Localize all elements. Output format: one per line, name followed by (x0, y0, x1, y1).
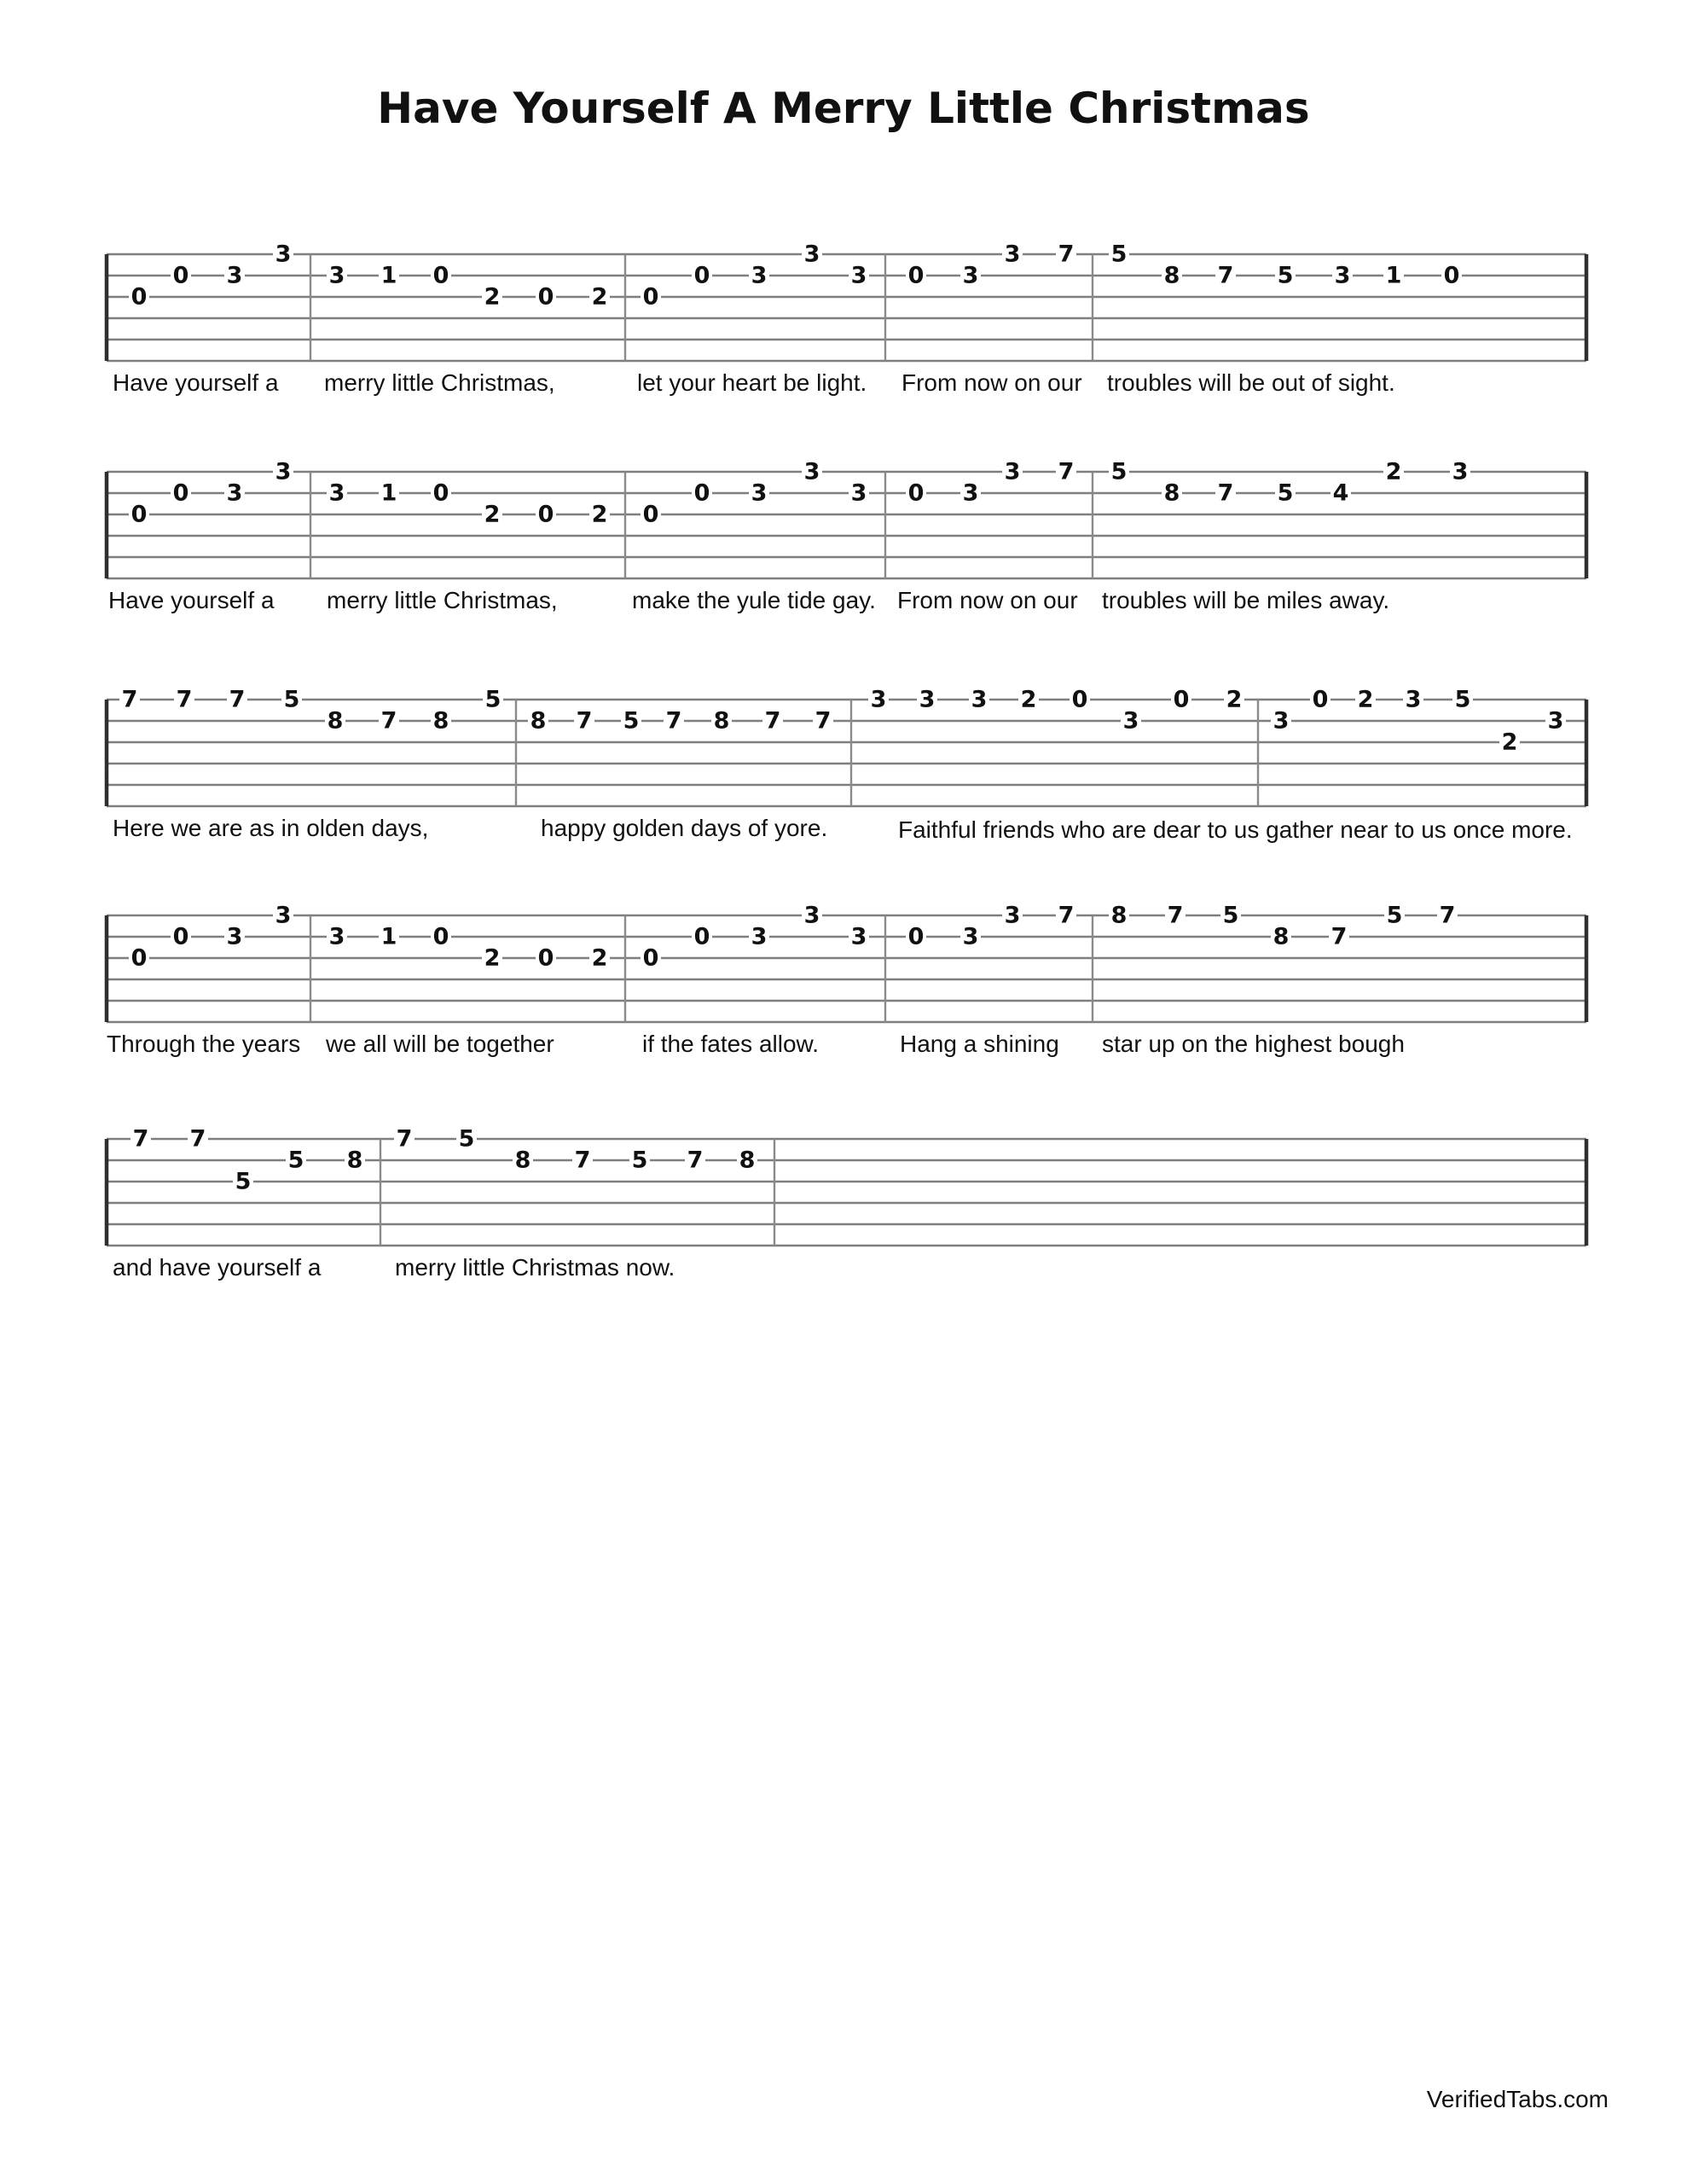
tab-staff (0, 892, 1687, 1028)
lyric-text: merry little Christmas, (327, 587, 558, 613)
fret-number: 3 (751, 923, 768, 950)
fret-number: 0 (693, 923, 710, 950)
fret-number: 3 (962, 262, 979, 289)
fret-number: 3 (1004, 902, 1021, 929)
fret-number: 4 (1332, 479, 1349, 507)
lyric-text: merry little Christmas now. (395, 1254, 675, 1281)
lyric-text: merry little Christmas, (324, 369, 555, 396)
fret-number: 3 (850, 479, 867, 507)
fret-number: 8 (327, 707, 344, 735)
fret-number: 3 (275, 902, 292, 929)
fret-number: 0 (537, 501, 554, 528)
fret-number: 5 (1110, 458, 1128, 485)
fret-number: 7 (576, 707, 593, 735)
fret-number: 2 (484, 944, 501, 972)
fret-number: 0 (172, 923, 189, 950)
fret-number: 0 (432, 262, 449, 289)
fret-number: 0 (130, 501, 148, 528)
fret-number: 0 (537, 944, 554, 972)
fret-number: 7 (574, 1147, 591, 1174)
fret-number: 2 (1020, 686, 1037, 713)
fret-number: 5 (1386, 902, 1403, 929)
fret-number: 3 (328, 923, 345, 950)
fret-number: 5 (458, 1125, 475, 1153)
fret-number: 7 (189, 1125, 206, 1153)
fret-number: 0 (642, 501, 659, 528)
fret-number: 8 (713, 707, 730, 735)
fret-number: 3 (226, 262, 243, 289)
fret-number: 7 (665, 707, 682, 735)
fret-number: 0 (537, 283, 554, 311)
fret-number: 7 (764, 707, 781, 735)
fret-number: 3 (328, 479, 345, 507)
fret-number: 3 (1004, 458, 1021, 485)
fret-number: 8 (1163, 479, 1180, 507)
fret-number: 3 (275, 241, 292, 268)
fret-number: 0 (693, 479, 710, 507)
fret-number: 3 (803, 902, 820, 929)
fret-number: 3 (1547, 707, 1564, 735)
fret-number: 5 (235, 1168, 252, 1195)
fret-number: 5 (283, 686, 300, 713)
lyric-text: Have yourself a (113, 369, 279, 396)
fret-number: 3 (1272, 707, 1290, 735)
fret-number: 7 (176, 686, 193, 713)
fret-number: 0 (172, 479, 189, 507)
fret-number: 0 (1071, 686, 1088, 713)
fret-number: 7 (1167, 902, 1184, 929)
tab-staff (0, 1115, 1687, 1252)
fret-number: 0 (642, 944, 659, 972)
lyric-line: Faithful friends who are dear to us gather near to us once more. (898, 816, 1573, 843)
fret-number: 3 (803, 458, 820, 485)
lyric-text: From now on our (901, 369, 1082, 396)
fret-number: 3 (962, 923, 979, 950)
fret-number: 8 (346, 1147, 363, 1174)
fret-number: 8 (1110, 902, 1128, 929)
fret-number: 7 (1058, 902, 1075, 929)
fret-number: 5 (631, 1147, 648, 1174)
lyric-text: we all will be together (326, 1031, 554, 1057)
fret-number: 0 (907, 479, 925, 507)
tab-system-2 (0, 448, 1687, 653)
fret-number: 2 (591, 944, 608, 972)
fret-number: 3 (751, 479, 768, 507)
fret-number: 1 (380, 262, 397, 289)
fret-number: 3 (850, 262, 867, 289)
fret-number: 7 (121, 686, 138, 713)
lyric-text: Hang a shining (900, 1031, 1059, 1057)
fret-number: 5 (1277, 479, 1294, 507)
fret-number: 0 (907, 262, 925, 289)
fret-number: 3 (962, 479, 979, 507)
fret-number: 3 (226, 479, 243, 507)
fret-number: 3 (919, 686, 936, 713)
lyric-text: let your heart be light. (637, 369, 867, 396)
fret-number: 2 (1385, 458, 1402, 485)
fret-number: 3 (1405, 686, 1422, 713)
fret-number: 3 (1334, 262, 1351, 289)
fret-number: 7 (396, 1125, 413, 1153)
fret-number: 5 (1454, 686, 1471, 713)
fret-number: 7 (1058, 241, 1075, 268)
lyric-text: Have yourself a (108, 587, 275, 613)
fret-number: 7 (1058, 458, 1075, 485)
fret-number: 5 (287, 1147, 304, 1174)
fret-number: 5 (1222, 902, 1239, 929)
fret-number: 8 (1163, 262, 1180, 289)
lyric-text: Here we are as in olden days, (113, 815, 429, 841)
fret-number: 3 (275, 458, 292, 485)
fret-number: 3 (1004, 241, 1021, 268)
fret-number: 7 (380, 707, 397, 735)
tab-system-4 (0, 892, 1687, 1096)
fret-number: 3 (850, 923, 867, 950)
fret-number: 7 (132, 1125, 149, 1153)
fret-number: 2 (591, 283, 608, 311)
fret-number: 8 (432, 707, 449, 735)
lyric-text: and have yourself a (113, 1254, 322, 1281)
fret-number: 8 (530, 707, 547, 735)
fret-number: 7 (1439, 902, 1456, 929)
fret-number: 1 (1385, 262, 1402, 289)
fret-number: 7 (687, 1147, 704, 1174)
fret-number: 0 (1173, 686, 1190, 713)
fret-number: 3 (226, 923, 243, 950)
tab-system-5 (0, 1115, 1687, 1320)
lyric-text: troubles will be out of sight. (1107, 369, 1395, 396)
fret-number: 1 (380, 479, 397, 507)
tab-system-3 (0, 676, 1687, 880)
fret-number: 7 (1330, 923, 1348, 950)
fret-number: 5 (623, 707, 640, 735)
fret-number: 0 (172, 262, 189, 289)
fret-number: 7 (815, 707, 832, 735)
fret-number: 3 (803, 241, 820, 268)
lyric-text: if the fates allow. (642, 1031, 820, 1057)
tab-staff (0, 676, 1687, 812)
fret-number: 3 (751, 262, 768, 289)
fret-number: 7 (229, 686, 246, 713)
fret-number: 5 (1110, 241, 1128, 268)
fret-number: 2 (1357, 686, 1374, 713)
fret-number: 3 (1122, 707, 1139, 735)
tab-staff (0, 230, 1687, 367)
fret-number: 0 (432, 923, 449, 950)
fret-number: 3 (1452, 458, 1469, 485)
fret-number: 8 (1272, 923, 1290, 950)
fret-number: 8 (514, 1147, 531, 1174)
fret-number: 0 (130, 944, 148, 972)
fret-number: 0 (1443, 262, 1460, 289)
fret-number: 2 (1226, 686, 1243, 713)
fret-number: 5 (1277, 262, 1294, 289)
lyric-text: troubles will be miles away. (1102, 587, 1390, 613)
fret-number: 3 (870, 686, 887, 713)
fret-number: 0 (642, 283, 659, 311)
lyric-text: Through the years (107, 1031, 301, 1057)
tab-staff (0, 448, 1687, 584)
fret-number: 0 (1312, 686, 1329, 713)
fret-number: 2 (591, 501, 608, 528)
fret-number: 2 (484, 283, 501, 311)
lyric-text: make the yule tide gay. (632, 587, 876, 613)
fret-number: 7 (1217, 262, 1234, 289)
footer-credit: VerifiedTabs.com (1426, 2086, 1609, 2112)
song-title: Have Yourself A Merry Little Christmas (377, 84, 1310, 133)
fret-number: 7 (1217, 479, 1234, 507)
fret-number: 3 (328, 262, 345, 289)
fret-number: 5 (484, 686, 501, 713)
fret-number: 0 (130, 283, 148, 311)
fret-number: 3 (971, 686, 988, 713)
fret-number: 1 (380, 923, 397, 950)
fret-number: 2 (484, 501, 501, 528)
lyric-text: happy golden days of yore. (541, 815, 828, 841)
fret-number: 0 (432, 479, 449, 507)
fret-number: 2 (1501, 729, 1518, 756)
fret-number: 0 (693, 262, 710, 289)
fret-number: 0 (907, 923, 925, 950)
fret-number: 8 (739, 1147, 756, 1174)
tab-system-1 (0, 230, 1687, 435)
lyric-text: From now on our (897, 587, 1078, 613)
lyric-text: star up on the highest bough (1102, 1031, 1405, 1057)
